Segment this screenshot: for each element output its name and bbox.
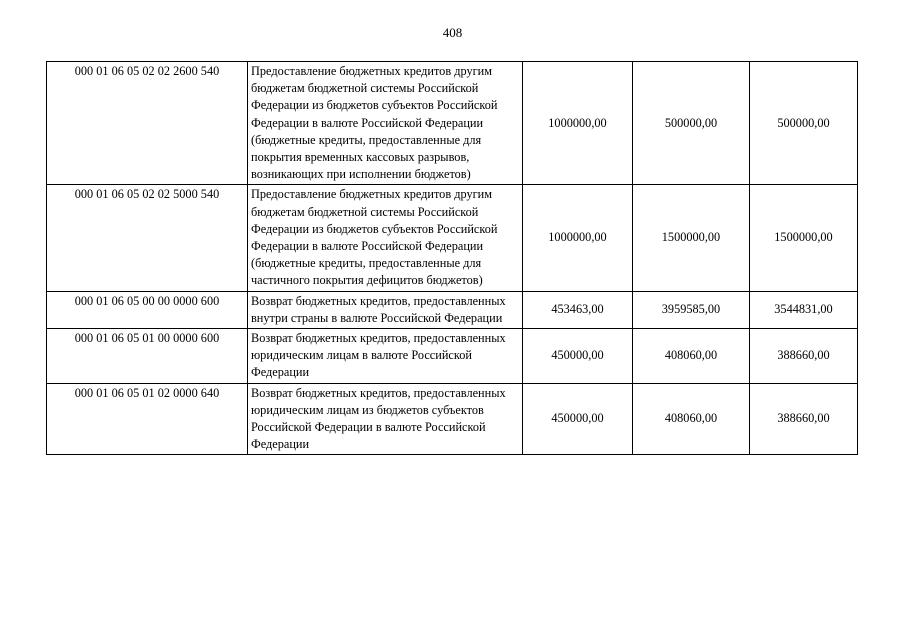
- page-number: 408: [442, 25, 463, 40]
- budget-code-cell: 000 01 06 05 02 02 2600 540: [47, 62, 248, 185]
- value-cell: 3959585,00: [633, 291, 750, 328]
- value-cell: 450000,00: [523, 383, 633, 455]
- value-cell: 1500000,00: [633, 185, 750, 291]
- value-cell: 500000,00: [750, 62, 858, 185]
- value-cell: 388660,00: [750, 329, 858, 384]
- value-cell: 408060,00: [633, 329, 750, 384]
- value-cell: 500000,00: [633, 62, 750, 185]
- description-cell: Возврат бюджетных кредитов, предоставленных юридическим лицам в валюте Российской Федерации: [248, 329, 523, 384]
- description-cell: Возврат бюджетных кредитов, предоставленных внутри страны в валюте Российской Федерации: [248, 291, 523, 328]
- budget-code-cell: 000 01 06 05 02 02 5000 540: [47, 185, 248, 291]
- table-row: [47, 291, 858, 328]
- budget-code-cell: 000 01 06 05 00 00 0000 600: [47, 291, 248, 328]
- value-cell: 453463,00: [523, 291, 633, 328]
- description-cell: Предоставление бюджетных кредитов другим бюджетам бюджетной системы Российской Федерации из бюджетов субъектов Российской Федерации в валюте Российской Федерации (бюджетные кредиты, предоставленные для покрытия временных кассовых разрывов, возникающих при исполнении бюджетов): [248, 62, 523, 185]
- value-cell: 450000,00: [523, 329, 633, 384]
- value-cell: 1000000,00: [523, 62, 633, 185]
- table-row: [47, 383, 858, 455]
- value-cell: 3544831,00: [750, 291, 858, 328]
- value-cell: 408060,00: [633, 383, 750, 455]
- value-cell: 1500000,00: [750, 185, 858, 291]
- table-row: [47, 329, 858, 384]
- value-cell: 388660,00: [750, 383, 858, 455]
- table-row: [47, 62, 858, 185]
- budget-code-cell: 000 01 06 05 01 02 0000 640: [47, 383, 248, 455]
- table-row: [47, 185, 858, 291]
- budget-sources-table: [46, 61, 858, 455]
- description-cell: Предоставление бюджетных кредитов другим бюджетам бюджетной системы Российской Федерации из бюджетов субъектов Российской Федерации в валюте Российской Федерации (бюджетные кредиты, предоставленные для частичного покрытия дефицитов бюджетов): [248, 185, 523, 291]
- value-cell: 1000000,00: [523, 185, 633, 291]
- budget-code-cell: 000 01 06 05 01 00 0000 600: [47, 329, 248, 384]
- description-cell: Возврат бюджетных кредитов, предоставленных юридическим лицам из бюджетов субъектов Российской Федерации в валюте Российской Федерации: [248, 383, 523, 455]
